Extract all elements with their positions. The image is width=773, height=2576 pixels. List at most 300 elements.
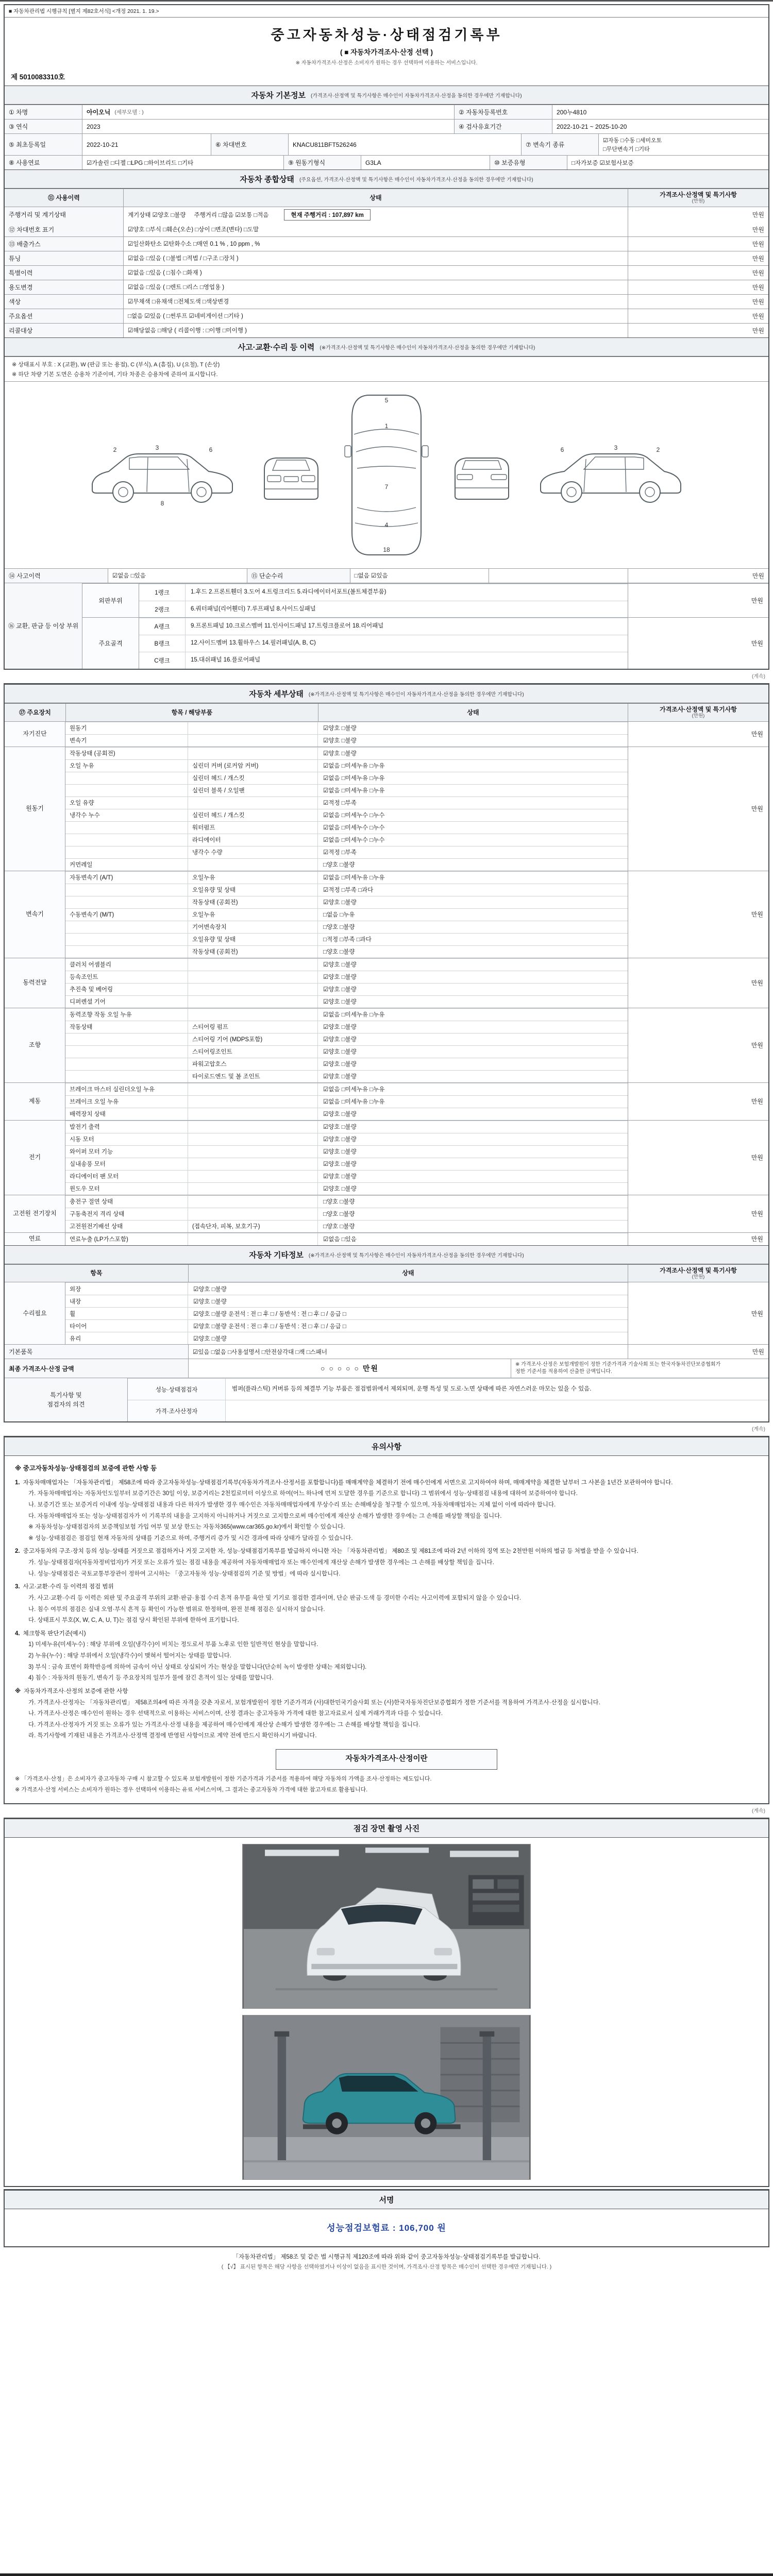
device-group-price: 만원 [628, 1233, 768, 1245]
panel-number: 1 [384, 422, 389, 430]
notice-item-number: 1. [15, 1479, 20, 1486]
device-row [65, 1170, 628, 1182]
remarks-block [5, 1378, 768, 1421]
vin-label: ⑥ 차대번호 [211, 134, 288, 155]
footer-line-2: ( 【√】 표시된 항목은 해당 사항을 선택하였거나 이상이 없음을 표시한 것이며, 가격조사·산정 항목은 매수인이 선택한 경우에만 기재됩니다. ) [221, 2264, 552, 2270]
exchange-groups [82, 583, 768, 669]
panel-number: 4 [384, 521, 389, 529]
car-name-label: ① 차명 [5, 105, 82, 119]
notice-subitem: 나. 보증기간 또는 보증거리 이내에 성능·상태점검 내용과 다른 하자가 발생한 경우 매수인은 자동차매매업자에게 무상수리 또는 손해배상을 청구할 수 있으며, 자동차매매업자는 지체 없이 이에 따라야 합니다. [28, 1501, 556, 1508]
overall-header-row [5, 189, 768, 207]
exchange-group-price: 만원 [628, 584, 768, 618]
device-group-rows [65, 1008, 628, 1082]
repair-status: ☑양호 □불량 운전석 : 전 □ 후 □ / 동반석 : 전 □ 후 □ / 응급 □ [193, 1311, 346, 1317]
distance-status: 주행거리 □많음 ☑보통 □적음 [194, 212, 269, 218]
device-group-rows [65, 1233, 628, 1245]
first-registration-value: 2022-10-21 [82, 134, 211, 155]
detail-header-row [5, 703, 768, 721]
inspection-photo-1 [242, 1844, 531, 2009]
row-label: 튜닝 [5, 251, 123, 265]
final-price-label: 최종 가격조사·산정 금액 [5, 1359, 188, 1378]
overall-header-state: 상태 [123, 189, 628, 207]
device-item: 작동상태 (공회전) [65, 748, 188, 759]
final-price-note [511, 1359, 768, 1378]
panel-number: 2 [113, 446, 117, 453]
overall-header-price [628, 189, 768, 207]
etc-header-item: 항목 [5, 1265, 188, 1282]
device-item [65, 946, 188, 958]
notice-subitem: 1) 미세누유(미세누수) : 해당 부위에 오일(냉각수)이 비치는 정도로서 부품 노후로 인한 일반적인 현상을 말합니다. [28, 1641, 318, 1648]
device-row [65, 858, 628, 871]
device-item: 클러치 어셈블리 [65, 959, 188, 971]
section-overall-state [5, 170, 768, 189]
overall-header-price-unit: (만원) [692, 198, 705, 205]
device-row [65, 896, 628, 908]
car-submodel: (세부모델 : ) [114, 109, 144, 115]
row-status: □없음 ☑있음 ( □썬루프 ☑네비게이션 □기타 ) [123, 309, 628, 323]
odometer-label: 주행거리 및 계기상태 [5, 207, 123, 223]
repair-item: 내장 [65, 1295, 188, 1307]
notice-title: 유의사항 [372, 1443, 401, 1452]
device-group [5, 1008, 768, 1082]
device-row [65, 846, 628, 858]
remarks-rows [127, 1378, 768, 1421]
exchange-ranks [139, 618, 628, 668]
section-accident-history [5, 337, 768, 357]
section-accident-title: 사고·교환·수리 등 이력 [238, 343, 315, 352]
document-number: 제 5010083310호 [11, 73, 65, 81]
section-notice [4, 1436, 769, 1804]
row-price: 만원 [628, 324, 768, 337]
device-item [65, 1033, 188, 1045]
exchange-rank-row [139, 635, 628, 652]
rank-parts: 1.후드 2.프론트휀더 3.도어 4.트렁크리드 5.라디에이터서포트(볼트체결부품) [191, 588, 386, 595]
table-row [5, 265, 768, 280]
final-price-note-2: 정한 기준서를 적용하여 산출한 금액입니다. [515, 1369, 612, 1375]
device-row [65, 1182, 628, 1195]
device-group [5, 721, 768, 747]
table-row [5, 223, 768, 236]
remarks-label-line1: 특기사항 및 [50, 1392, 82, 1399]
device-group [5, 1195, 768, 1232]
fuel-value: ☑가솔린 □디젤 □LPG □하이브리드 □기타 [82, 156, 283, 170]
table-row [5, 280, 768, 294]
notice-item [15, 1687, 758, 1741]
engine-type-value: G3LA [361, 156, 490, 170]
exchange-rank-row [139, 618, 628, 635]
final-price-row [5, 1359, 768, 1378]
device-row [65, 784, 628, 796]
state-code-legend [5, 357, 768, 381]
overall-header-price-text: 가격조사·산정액 및 특기사항 [660, 191, 737, 198]
device-status: ☑없음 □미세누유 □누유 [323, 1099, 385, 1106]
price-definition-box: 자동차가격조사·산정이란 [276, 1749, 497, 1769]
device-subitem: 오일누유 [188, 872, 318, 884]
document-sheet [4, 0, 769, 2270]
remarks-text: 범퍼(플라스틱) 커버류 등의 체결부 기능 부품은 점검범위에서 제외되며, 운행 특성 및 도로·노면 상태에 따른 자연스러운 마모는 있을 수 있음. [232, 1386, 592, 1393]
device-subitem [188, 984, 318, 995]
device-subitem [188, 1108, 318, 1120]
device-row [65, 1133, 628, 1145]
transmission-label: ⑦ 변속기 종류 [521, 134, 598, 155]
rank-parts: 15.대쉬패널 16.플로어패널 [191, 657, 261, 664]
device-group-name: 조향 [5, 1008, 65, 1082]
device-group [5, 1120, 768, 1195]
device-group-name: 고전원 전기장치 [5, 1195, 65, 1232]
device-row [65, 971, 628, 983]
device-group-rows [65, 747, 628, 871]
notice-subitem: 나. 성능·상태점검은 국토교통부장관이 정하여 고시하는 「중고자동차 성능·상태점검의 기준 및 방법」에 따라 실시합니다. [28, 1570, 341, 1577]
notice-subitem: 가. 사고·교환·수리 등 이력은 외판 및 주요골격 부위의 교환·판금·용접 수리 흔적 유무를 육안 및 기기로 점검한 결과이며, 단순 판금·도색 등 경미한 수리는 사고이력에 포함되지 않을 수 있습니다. [28, 1595, 522, 1601]
device-status: ☑없음 □미세누유 □누유 [323, 1012, 385, 1019]
device-status: □양호 □불량 [323, 1224, 355, 1230]
device-group-name: 자기진단 [5, 722, 65, 747]
notice-subitems [28, 1698, 758, 1741]
fee-label: 성능점검보험료 : [327, 2223, 396, 2233]
repair-status: ☑양호 □불량 [193, 1298, 227, 1305]
device-status: ☑양호 □불량 [323, 1124, 357, 1131]
model-year-value: 2023 [82, 120, 454, 133]
device-row [65, 796, 628, 809]
repair-need-group [5, 1282, 768, 1344]
device-subitem: 작동상태 (공회전) [188, 896, 318, 908]
device-group-name: 전기 [5, 1121, 65, 1195]
device-group-price: 만원 [628, 1121, 768, 1195]
device-group-rows [65, 1083, 628, 1120]
device-item: 추진축 및 베어링 [65, 984, 188, 995]
exchange-rank-row [139, 584, 628, 601]
device-item: 동력조향 작동 오일 누유 [65, 1009, 188, 1021]
device-subitem: 실린더 헤드 / 개스킷 [188, 772, 318, 784]
notice-item-number: 3. [15, 1584, 20, 1590]
device-row [65, 933, 628, 945]
title-zone [5, 18, 768, 68]
device-item [65, 884, 188, 896]
device-subitem: 라디에이터 [188, 834, 318, 846]
device-row [65, 722, 628, 734]
device-status: ☑적정 □부족 [323, 800, 357, 807]
device-group-price: 만원 [628, 871, 768, 958]
device-subitem: 오일유량 및 상태 [188, 934, 318, 945]
device-status: ☑양호 □불량 [323, 962, 357, 969]
engine-type-label: ⑨ 원동기형식 [283, 156, 361, 170]
notice-subitem: 라. 특기사항에 기재된 내용은 가격조사·산정액 결정에 반영된 사항이므로 계약 전에 반드시 확인하시기 바랍니다. [28, 1733, 317, 1739]
odometer-price: 만원 [628, 207, 768, 223]
notice-subitem: 가. 가격조사·산정자는 「자동차관리법」 제58조의4에 따른 자격을 갖춘 자로서, 보험개발원이 정한 기준가격과 (사)대한민국기술사회 또는 (사)한국자동차진단보증협회가 정한 기준서를 적용하여 가격조사·산정을 실시합니다. [28, 1699, 600, 1706]
device-subitem: 실린더 헤드 / 개스킷 [188, 809, 318, 821]
exchange-group-name: 외판부위 [82, 584, 139, 618]
repair-row [65, 1295, 628, 1307]
inspection-insurance-fee [5, 2221, 768, 2233]
current-odometer-label: 현재 주행거리 : [291, 212, 331, 218]
device-subitem: 작동상태 (공회전) [188, 946, 318, 958]
notice-subitems [28, 1558, 758, 1579]
row-label: ⑫ 차대번호 표기 [5, 223, 123, 236]
device-row [65, 1070, 628, 1082]
device-row [65, 1083, 628, 1095]
device-subitem [188, 1233, 318, 1245]
device-group [5, 871, 768, 958]
notice-item-text: 체크항목 판단기준(예시) [23, 1630, 86, 1637]
photos-title-bar [5, 1819, 768, 1838]
device-row [65, 772, 628, 784]
device-subitem: 오일누유 [188, 909, 318, 921]
final-price-value: ○ ○ ○ ○ ○ 만원 [188, 1359, 511, 1378]
notice-subitem: 가. 성능·상태점검자(자동차정비업자)가 거짓 또는 오류가 있는 점검 내용을 제공하여 자동차매매업자 또는 매수인에게 재산상 손해가 발생한 경우에는 그 손해를 배상할 책임을 집니다. [28, 1560, 494, 1566]
device-status: ☑없음 □미세누유 □누유 [323, 875, 385, 882]
table-row [5, 323, 768, 337]
row-status: ☑양호 □부식 □훼손(오손) □상이 □변조(변타) □도말 [123, 223, 628, 236]
device-status: □양호 □불량 [323, 949, 355, 956]
device-row [65, 809, 628, 821]
device-group-rows [65, 722, 628, 747]
section-detail-title: 자동차 세부상태 [249, 689, 304, 699]
repair-item: 외장 [65, 1283, 188, 1295]
law-reference: ■ 자동차관리법 시행규칙 [별지 제82호서식] <개정 2021. 1. 19.> [5, 5, 768, 18]
device-item [65, 1058, 188, 1070]
plate-value: 200누4810 [552, 105, 768, 119]
section-photos [4, 1818, 769, 2187]
remarks-row [128, 1378, 768, 1400]
exchange-rank-row [139, 652, 628, 669]
device-group-price: 만원 [628, 958, 768, 1008]
device-row [65, 921, 628, 933]
notice-item-number: 2. [15, 1548, 20, 1555]
car-top-diagram [343, 390, 430, 560]
device-item: 수동변속기 (M/T) [65, 909, 188, 921]
rank-parts: 9.프론트패널 10.크로스멤버 11.인사이드패널 17.트렁크플로어 18.리어패널 [191, 623, 384, 630]
notice-subitem: 다. 가격조사·산정자가 거짓 또는 오류가 있는 가격조사·산정 내용을 제공하여 매수인에게 재산상 손해가 발생한 경우에는 그 손해를 배상할 책임을 집니다. [28, 1721, 421, 1728]
repair-status: ☑양호 □불량 [193, 1335, 227, 1342]
basic-row-2 [5, 119, 768, 133]
device-item: 오일 유량 [65, 797, 188, 809]
device-subitem: 스티어링조인트 [188, 1046, 318, 1058]
rank-parts: 6.쿼터패널(리어휀더) 7.루프패널 8.사이드실패널 [191, 605, 316, 612]
device-item: 디퍼렌셜 기어 [65, 996, 188, 1008]
continued-tag: (계속) [752, 673, 765, 680]
device-group-name: 변속기 [5, 871, 65, 958]
device-subitem: 냉각수 수량 [188, 846, 318, 858]
section-overall-note: (주요옵션, 가격조사·산정액 및 특기사항은 매수인이 자동차가격조사·산정을 동의한 경우에만 기재합니다) [299, 177, 533, 183]
device-subitem: 스티어링 펌프 [188, 1021, 318, 1033]
row-status: ☑해당없음 □해당 ( 리콜이행 : □이행 □미이행 ) [123, 324, 628, 337]
car-side-left-diagram [85, 436, 240, 514]
row-status: ☑없음 □있음 ( □불법 □적법 / □구조 □장치 ) [123, 251, 628, 265]
simple-repair-value: □없음 ☑있음 [350, 569, 489, 583]
device-status: ☑양호 □불량 [323, 900, 357, 906]
section-detail-bar [5, 684, 768, 703]
device-row [65, 1095, 628, 1108]
device-status: ☑양호 □불량 [323, 725, 357, 732]
section-basic-title: 자동차 기본정보 [251, 91, 306, 100]
device-item: 등속조인트 [65, 971, 188, 983]
device-status: ☑양호 □불량 [323, 1149, 357, 1156]
device-item [65, 921, 188, 933]
row-price: 만원 [628, 295, 768, 309]
notice-item-text: 중고자동차의 구조·장치 등의 성능·상태를 거짓으로 점검하거나 거짓 고지한 자, 성능·상태점검기록부를 발급하지 아니한 자는 「자동차관리법」 제80조 및 제81조에 따라 2년 이하의 징역 또는 2천만원 이하의 벌금 등 처벌을 받을 수 있습니다. [23, 1548, 638, 1555]
detail-header-device: ⑰ 주요장치 [5, 704, 65, 721]
remarks-author: 성능·상태점검자 [128, 1379, 226, 1400]
current-odometer-box [284, 209, 370, 221]
notice-title-bar [5, 1437, 768, 1456]
row-price: 만원 [628, 309, 768, 323]
signature-area [5, 2209, 768, 2246]
row-price: 만원 [628, 223, 768, 236]
exchange-ranks [139, 584, 628, 618]
current-odometer-value: 107,897 km [332, 212, 364, 218]
fee-value: 106,700 원 [399, 2223, 446, 2233]
device-item [65, 834, 188, 846]
device-subitem [188, 735, 318, 747]
notice-subitem: 3) 부식 : 금속 표면이 화학반응에 의하여 금속이 아닌 상태로 상실되어 가는 현상을 말합니다(단순히 녹이 발생한 상태는 제외합니다). [28, 1664, 367, 1670]
notice-subitem: 나. 침수 여부의 점검은 실내 오염·부식 흔적 등 확인이 가능한 범위로 한정하며, 완전 분해 점검은 실시하지 않습니다. [28, 1606, 325, 1613]
device-status: □양호 □불량 [323, 1199, 355, 1206]
rank-name: 2랭크 [139, 601, 186, 618]
device-status: ☑없음 □미세누수 □누수 [323, 825, 385, 832]
device-status: ☑양호 □불량 [323, 1111, 357, 1118]
device-row [65, 759, 628, 772]
device-row [65, 1233, 628, 1245]
repair-need-rows [65, 1282, 628, 1344]
device-subitem [188, 722, 318, 734]
device-subitem [188, 1133, 318, 1145]
repair-need-price: 만원 [628, 1282, 768, 1344]
row-label: ⑬ 배출가스 [5, 237, 123, 251]
basic-items-price: 만원 [628, 1345, 768, 1359]
transmission-value [598, 134, 768, 155]
etc-header-state: 상태 [188, 1265, 628, 1282]
notice-item [15, 1582, 758, 1625]
device-row [65, 908, 628, 921]
device-group-name: 제동 [5, 1083, 65, 1120]
car-name: 아이오닉 [87, 109, 111, 116]
row-price: 만원 [628, 266, 768, 280]
device-group-rows [65, 1195, 628, 1232]
device-item: 변속기 [65, 735, 188, 747]
device-item: 고전원전기배선 상태 [65, 1221, 188, 1232]
row-price: 만원 [628, 280, 768, 294]
section-signature [4, 2189, 769, 2247]
row-label: 색상 [5, 295, 123, 309]
panel-number: 8 [160, 499, 164, 507]
footer-line-1: 「자동차관리법」 제58조 및 같은 법 시행규칙 제120조에 따라 위와 같이 중고자동차성능·상태점검기록부를 발급합니다. [232, 2254, 541, 2261]
row-label: 용도변경 [5, 280, 123, 294]
repair-status: ☑양호 □불량 [193, 1286, 227, 1293]
device-item: 작동상태 [65, 1021, 188, 1033]
row-price: 만원 [628, 237, 768, 251]
device-subitem [188, 1183, 318, 1195]
car-name-value [82, 105, 454, 119]
device-group-name: 동력전달 [5, 958, 65, 1008]
etc-header-price [628, 1265, 768, 1282]
device-status: ☑양호 □불량 [323, 1186, 357, 1193]
device-status: ☑적정 □부족 [323, 850, 357, 856]
price-definition-line: ※ 가격조사·산정 서비스는 소비자가 원하는 경우 선택하여 이용하는 유료 서비스이며, 그 결과는 중고자동차 가격에 대한 참고자료로 활용됩니다. [15, 1787, 368, 1793]
accident-history-label: ⑭ 사고이력 [5, 569, 108, 583]
page-subtitle: ( ■ 자동차가격조사·산정 선택 ) [340, 48, 433, 56]
accident-flag-row [5, 568, 768, 583]
section-overall-title: 자동차 종합상태 [240, 175, 294, 184]
device-group-rows [65, 958, 628, 1008]
price-definition-line: ※ 「가격조사·산정」은 소비자가 중고자동차 구매 시 참고할 수 있도록 보험개발원이 정한 기준가격과 기준서를 적용하여 해당 자동차의 가액을 조사·산정하는 제도입니다. [15, 1775, 432, 1782]
panel-number: 3 [614, 444, 618, 451]
device-status: ☑양호 □불량 [323, 999, 357, 1006]
inspection-period-value: 2022-10-21 ~ 2025-10-20 [552, 120, 768, 133]
device-group-rows [65, 871, 628, 958]
device-subitem: 워터펌프 [188, 822, 318, 834]
device-subitem [188, 996, 318, 1008]
device-status: ☑양호 □불량 [323, 1024, 357, 1031]
model-year-label: ③ 연식 [5, 120, 82, 133]
device-row [65, 1195, 628, 1208]
device-status: ☑양호 □불량 [323, 1061, 357, 1068]
device-row [65, 1058, 628, 1070]
device-status: □적정 □부족 □과다 [323, 937, 372, 943]
notice-item-text: 자동차가격조사·산정의 보증에 관한 사항 [24, 1688, 128, 1694]
section-main [4, 4, 769, 670]
device-row [65, 747, 628, 759]
device-group [5, 958, 768, 1008]
repair-row [65, 1307, 628, 1319]
accident-price: 만원 [628, 569, 768, 583]
device-item [65, 1046, 188, 1058]
notice-item-number: ※ [15, 1688, 21, 1694]
simple-repair-label: ⑮ 단순수리 [247, 569, 350, 583]
device-status: ☑없음 □미세누유 □누유 [323, 775, 385, 782]
device-subitem [188, 748, 318, 759]
panel-number: 18 [383, 546, 390, 553]
device-subitem [188, 859, 318, 871]
price-definition-lines [15, 1775, 758, 1795]
device-row [65, 983, 628, 995]
rank-name: B랭크 [139, 635, 186, 652]
device-status: ☑없음 □미세누수 □누수 [323, 837, 385, 844]
device-group [5, 1082, 768, 1120]
odometer-row [5, 207, 768, 223]
device-item: 오일 누유 [65, 760, 188, 772]
device-subitem [188, 1121, 318, 1133]
remarks-row [128, 1400, 768, 1421]
exchange-label: ⑯ 교환, 판금 등 이상 부위 [5, 583, 82, 669]
repair-item: 휠 [65, 1308, 188, 1319]
document-footer [4, 2252, 769, 2270]
device-subitem [188, 1171, 318, 1182]
etc-header-price-unit: (만원) [692, 1274, 705, 1280]
device-item: 브레이크 마스터 실린더오일 누유 [65, 1083, 188, 1095]
device-group-rows [65, 1121, 628, 1195]
device-subitem [188, 1096, 318, 1108]
device-item: 충전구 절연 상태 [65, 1196, 188, 1208]
notice-item-text: 사고·교환·수리 등 이력의 점검 범위 [23, 1584, 114, 1590]
plate-label: ② 자동차등록번호 [454, 105, 552, 119]
device-group-name: 연료 [5, 1233, 65, 1245]
transmission-options-1: ☑자동 □수동 □세미오토 [603, 138, 662, 144]
device-group-price: 만원 [628, 1008, 768, 1082]
notice-subitem: 가. 자동차매매업자는 자동차인도일부터 보증기간은 30일 이상, 보증거리는 2천킬로미터 이상으로 하여(어느 하나에 먼저 도달한 경우를 기준으로 합니다) 그 범위에서 성능·상태점검 내용에 대하여 보증하여야 합니다. [28, 1490, 578, 1497]
notice-subitem: 4) 침수 : 자동차의 원동기, 변속기 등 주요장치의 일부가 물에 잠긴 흔적이 있는 상태를 말합니다. [28, 1675, 274, 1682]
notice-subitems [28, 1489, 758, 1543]
device-row [65, 834, 628, 846]
device-item: 냉각수 누수 [65, 809, 188, 821]
device-status: ☑없음 □미세누유 □누유 [323, 1087, 385, 1093]
section-detail-state [4, 683, 769, 1423]
row-status: ☑없음 □있음 ( □렌트 □리스 □영업용 ) [123, 280, 628, 294]
device-row [65, 1108, 628, 1120]
notice-subitems [28, 1594, 758, 1625]
overall-rows [5, 223, 768, 337]
device-subitem [188, 797, 318, 809]
notice-subitem: ※ 성능·상태점검은 점검일 현재 자동차의 상태를 기준으로 하며, 주행거리 증가 및 시간 경과에 따라 상태가 달라질 수 있습니다. [28, 1535, 353, 1541]
